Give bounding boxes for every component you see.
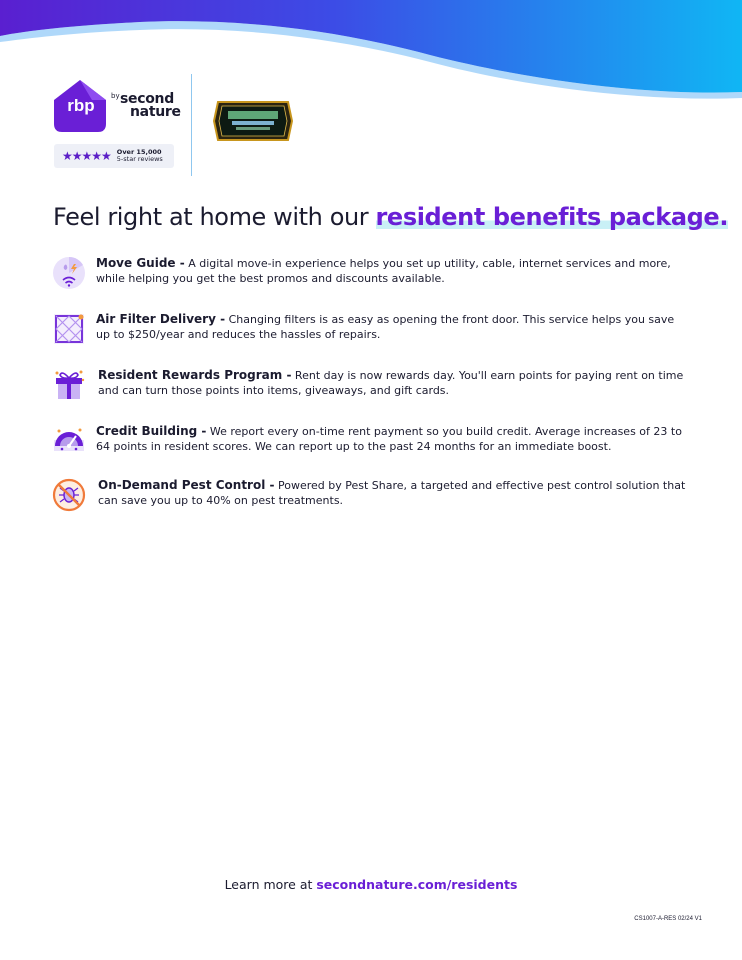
page-headline [53, 203, 728, 231]
brand-name-line2: nature [130, 104, 181, 120]
logo-divider [191, 74, 192, 176]
air-filter-icon [52, 312, 86, 346]
move-guide-icon [52, 256, 86, 290]
brand-by: by [111, 92, 120, 100]
headline-accent: resident benefits package. [375, 203, 729, 231]
document-code: CS1007-A-RES 02/24 V1 [634, 916, 702, 922]
reviews-label: 5-star reviews [116, 155, 163, 163]
reviews-badge [54, 144, 174, 168]
benefit-text [96, 424, 688, 454]
benefit-text [98, 478, 690, 508]
brand-name [120, 93, 181, 119]
rbp-initials: rbp [67, 96, 95, 115]
benefit-title: Credit Building - [96, 424, 207, 438]
benefit-description: A digital move-in experience helps you set up utility, cable, internet services and more, while helping you get the best promos and discounts available. [96, 257, 671, 285]
benefit-title: On-Demand Pest Control - [98, 478, 275, 492]
brand-name-line1: second [120, 91, 174, 107]
benefit-description: Changing filters is as easy as opening the front door. This service helps you save up to $250/year and reduces the hassles of repairs. [96, 313, 675, 341]
reviews-text [117, 149, 163, 163]
benefit-title: Air Filter Delivery - [96, 312, 226, 326]
benefit-text [98, 368, 690, 398]
benefit-description: Rent day is now rewards day. You'll earn points for paying rent on time and can turn those points into items, giveaways, and gift cards. [98, 369, 684, 397]
footer-cta [0, 877, 742, 892]
benefit-description: We report every on-time rent payment so you build credit. Average increases of 23 to 64 points in resident scores. We can report up to the past 24 months for an immediate boost. [96, 425, 682, 453]
no-pest-icon [52, 478, 86, 512]
benefit-title: Resident Rewards Program - [98, 368, 292, 382]
benefit-text [96, 312, 688, 342]
rating-stars-icon: ★★★★★ [62, 149, 111, 163]
reviews-count: Over 15,000 [116, 148, 162, 156]
benefit-title: Move Guide - [96, 256, 185, 270]
headline-lead: Feel right at home with our [53, 203, 376, 231]
sagebrush-logo-icon [212, 96, 294, 146]
gift-icon [52, 368, 86, 402]
benefit-description: Powered by Pest Share, a targeted and effective pest control solution that can save you up to 40% on pest treatments. [98, 479, 686, 507]
footer-cta-lead: Learn more at [224, 877, 317, 892]
footer-website-link[interactable]: secondnature.com/residents [316, 877, 518, 892]
credit-gauge-icon [52, 424, 86, 458]
benefit-text [96, 256, 688, 286]
